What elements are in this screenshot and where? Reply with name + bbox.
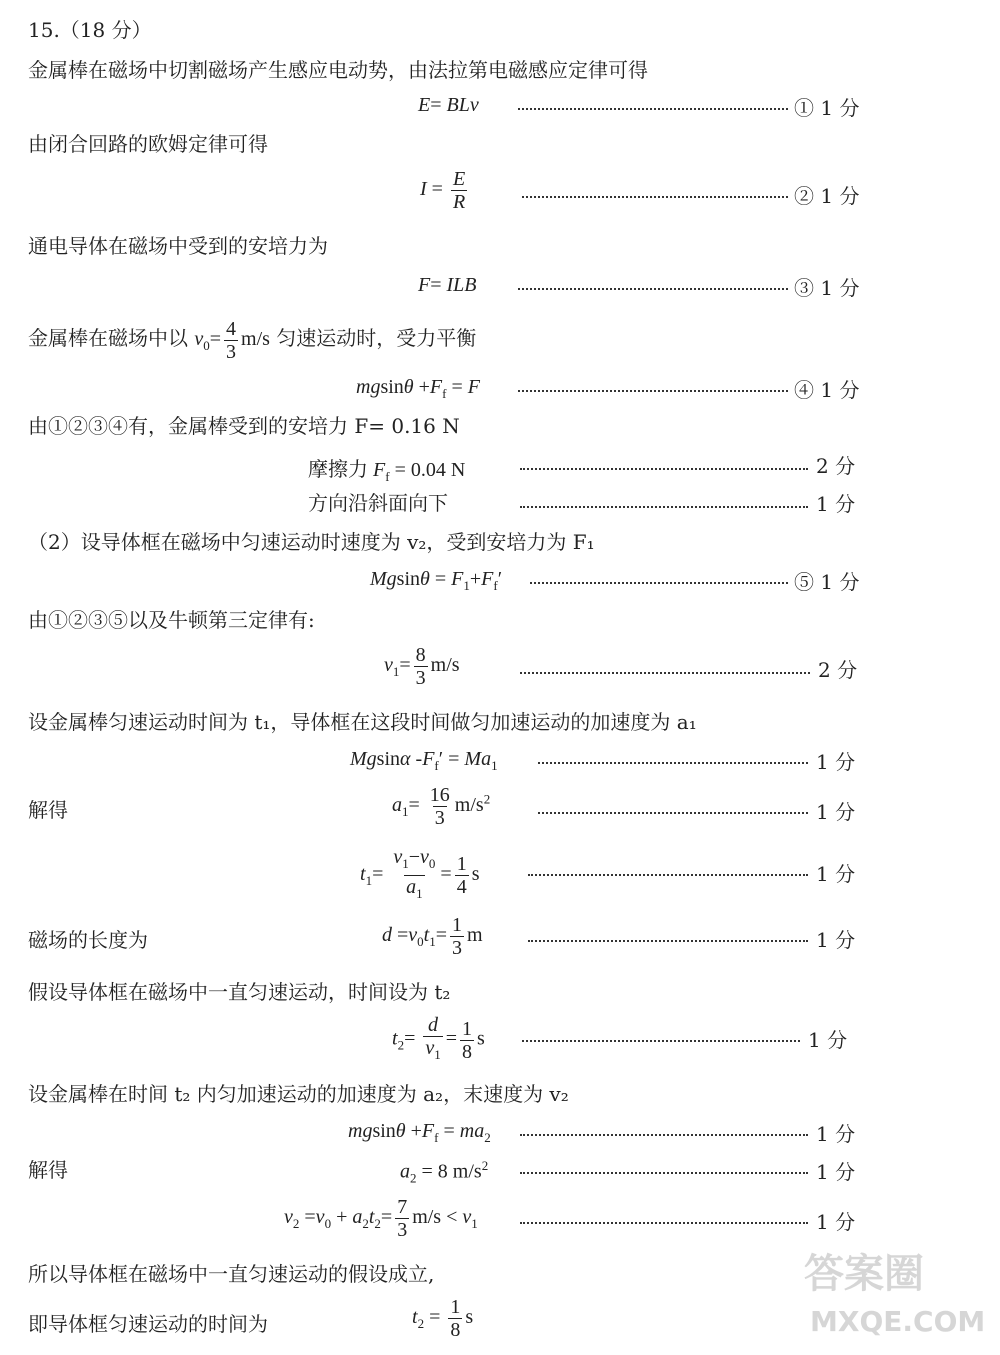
equation-v2: $v_2 =v_0 + a_2t_2=$ $\frac{7}{3}$ $m/s < v_1$ <box>284 1196 478 1241</box>
score-11: 1 分 <box>816 862 856 886</box>
leader-dots <box>530 582 788 584</box>
leader-dots <box>520 468 808 470</box>
friction-label: 摩擦力 <box>308 459 368 481</box>
leader-dots <box>528 874 808 876</box>
leader-dots <box>528 940 808 942</box>
text-balance-prefix: 金属棒在磁场中以 <box>28 326 188 351</box>
equation-5: $Mgsin\theta = F_1+F_f'$ <box>370 568 503 593</box>
equation-a2: $a_2 = 8$ $m/s^2$ <box>400 1158 489 1186</box>
question-number: 15.（18 分） <box>28 18 152 42</box>
score-15: 1 分 <box>816 1160 856 1184</box>
leader-dots <box>518 108 788 110</box>
score-3: ③ 1 分 <box>794 276 860 300</box>
svg-text:MXQE.COM: MXQE.COM <box>810 1305 986 1338</box>
text-line-4: 金属棒在磁场中以 $v_0=$ $\frac{4}{3}$ m/s 匀速运动时，受力平衡 <box>28 318 477 363</box>
score-8: 2 分 <box>818 658 858 682</box>
score-7: ⑤ 1 分 <box>794 570 860 594</box>
equation-d: $d =v_0t_1=$ $\frac{1}{3}$ m <box>382 914 483 959</box>
equation-2: I = $\frac{E}{R}$ <box>420 168 466 213</box>
equation-6: Mgsinα $-F_f' = Ma_1$ <box>350 748 498 773</box>
score-13: 1 分 <box>808 1028 848 1052</box>
text-line-9: 磁场的长度为 <box>28 928 148 952</box>
equation-1: E= BLv <box>418 94 479 116</box>
text-line-6: （2）设导体框在磁场中匀速运动时速度为 v₂，受到安培力为 F₁ <box>28 530 595 554</box>
equation-7: $mgsin\theta +F_f = ma_2$ <box>348 1120 491 1145</box>
equation-t1: $t_1=$ $\frac{v_1-v_0}{a_1}$ = $\frac{1}{4}$ s <box>360 846 479 905</box>
text-line-10: 假设导体框在磁场中一直匀速运动，时间设为 t₂ <box>28 980 451 1004</box>
equation-final: $t_2$ = $\frac{1}{8}$ s <box>412 1296 474 1341</box>
text-line-13: 即导体框匀速运动的时间为 <box>28 1312 268 1336</box>
score-5: 2 分 <box>816 454 856 478</box>
equation-3: F= ILB <box>418 274 477 296</box>
leader-dots <box>520 672 810 674</box>
score-9: 1 分 <box>816 750 856 774</box>
score-1: ① 1 分 <box>794 96 860 120</box>
score-14: 1 分 <box>816 1122 856 1146</box>
text-line-3: 通电导体在磁场中受到的安培力为 <box>28 234 328 258</box>
leader-dots <box>520 1172 808 1174</box>
equation-v1: $v_1=$ $\frac{8}{3}$ m/s <box>384 644 460 689</box>
leader-dots <box>520 506 808 508</box>
text-solve-2: 解得 <box>28 1158 68 1182</box>
leader-dots <box>538 762 808 764</box>
text-line-8: 设金属棒匀速运动时间为 t₁，导体框在这段时间做匀加速运动的加速度为 a₁ <box>28 710 697 734</box>
leader-dots <box>522 196 788 198</box>
leader-dots <box>522 1040 800 1042</box>
watermark-logo <box>796 1235 986 1345</box>
leader-dots <box>518 390 788 392</box>
equation-t2: $t_2=$ $\frac{d}{v_1}$ = $\frac{1}{8}$ s <box>392 1014 485 1066</box>
text-line-11: 设金属棒在时间 t₂ 内匀加速运动的加速度为 a₂，末速度为 v₂ <box>28 1082 569 1106</box>
score-10: 1 分 <box>816 800 856 824</box>
text-direction: 方向沿斜面向下 <box>308 491 448 515</box>
leader-dots <box>538 812 808 814</box>
leader-dots <box>520 1134 808 1136</box>
score-2: ② 1 分 <box>794 184 860 208</box>
text-line-5: 由①②③④有，金属棒受到的安培力 F= 0.16 N <box>28 414 460 438</box>
equation-friction: 摩擦力 $F_f = 0.04$ N <box>308 459 466 484</box>
leader-dots <box>520 1222 808 1224</box>
text-line-2: 由闭合回路的欧姆定律可得 <box>28 132 268 156</box>
leader-dots <box>518 288 788 290</box>
text-solve-1: 解得 <box>28 798 68 822</box>
score-6: 1 分 <box>816 492 856 516</box>
text-balance-suffix: 匀速运动时，受力平衡 <box>276 326 477 351</box>
score-12: 1 分 <box>816 928 856 952</box>
text-line-7: 由①②③⑤以及牛顿第三定律有: <box>28 608 315 632</box>
equation-a1: $a_1=$ $\frac{16}{3}$ $m/s^2$ <box>392 784 491 829</box>
score-16: 1 分 <box>816 1210 856 1234</box>
score-4: ④ 1 分 <box>794 378 860 402</box>
equation-4: $mgsin\theta +F_f = F$ <box>356 376 480 401</box>
text-line-1: 金属棒在磁场中切割磁场产生感应电动势，由法拉第电磁感应定律可得 <box>28 58 648 82</box>
svg-text:答案圈: 答案圈 <box>804 1251 924 1297</box>
text-line-12: 所以导体框在磁场中一直匀速运动的假设成立, <box>28 1262 435 1286</box>
